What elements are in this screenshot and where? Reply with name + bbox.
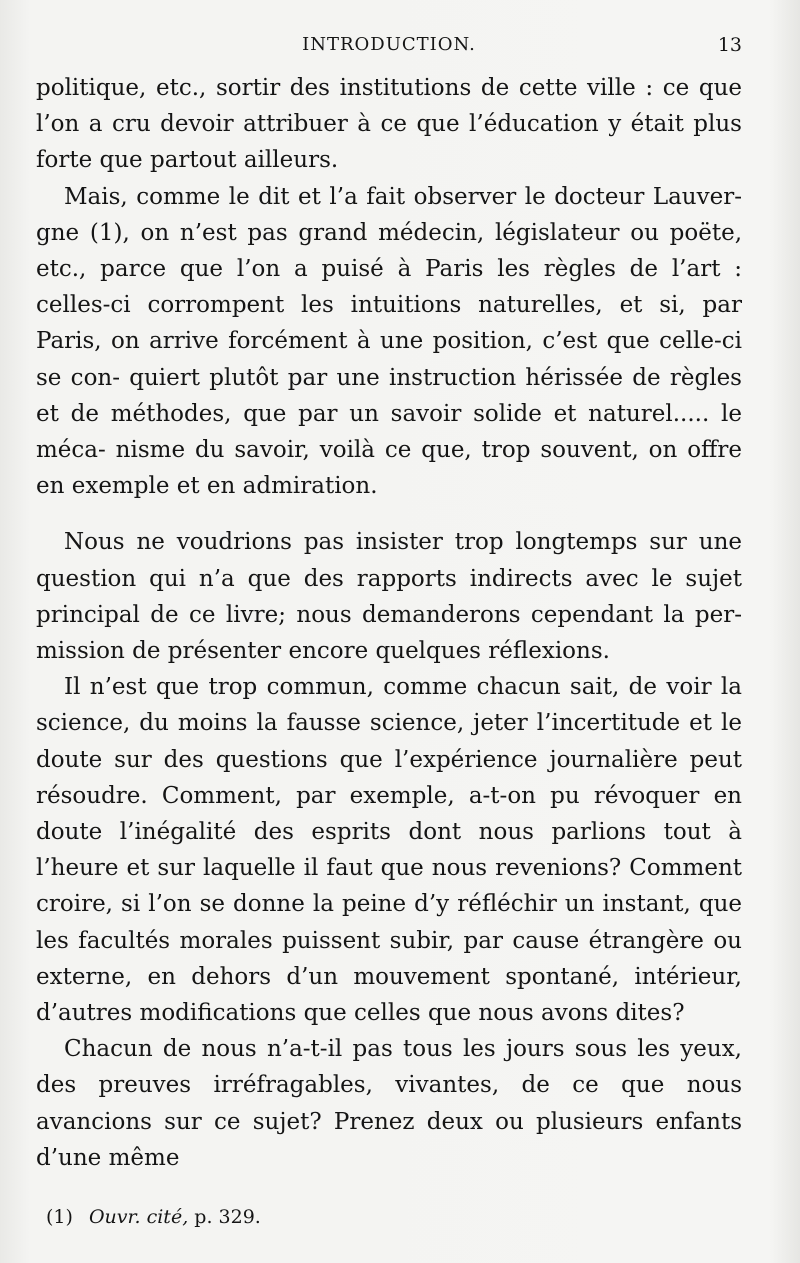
footnote-work: Ouvr. cité, — [88, 1206, 189, 1228]
footnote-page: p. 329. — [194, 1206, 261, 1228]
body-text — [36, 70, 742, 1176]
running-title: INTRODUCTION. — [302, 34, 476, 55]
paragraph-2: Mais, comme le dit et l’a fait observer le docteur Lauver- gne (1), on n’est pas grand médecin, législateur ou poëte, etc., parce que l’on a puisé à Paris les règles de l’art : celles-ci corrompent les intuitions naturelles, et si, par Paris, on arrive forcément à une position, c’est que celle-ci se con- quiert plutôt par une instruction hérissée de règles et de méthodes, que par un savoir solide et naturel..... le méca- nisme du savoir, voilà ce que, trop souvent, on offre en exemple et en admiration. — [36, 183, 742, 500]
footnote — [46, 1206, 261, 1228]
paragraph-5: Chacun de nous n’a-t-il pas tous les jours sous les yeux, des preuves irréfragables, vivantes, de ce que nous avancions sur ce sujet? Prenez deux ou plusieurs enfants d’une même — [36, 1036, 742, 1171]
running-head — [36, 30, 742, 60]
paragraph-3: Nous ne voudrions pas insister trop longtemps sur une question qui n’a que des rapports indirects avec le sujet principal de ce livre; nous demanderons cependant la per- mission de présenter encore quelques réflexions. — [36, 529, 742, 665]
paragraph-1: politique, etc., sortir des institutions de cette ville : ce que l’on a cru devoir attribuer à ce que l’éducation y était plus forte que partout ailleurs. — [36, 75, 742, 174]
footnote-number: (1) — [46, 1206, 73, 1228]
page-number: 13 — [717, 34, 742, 56]
paragraph-4: Il n’est que trop commun, comme chacun sait, de voir la science, du moins la fausse science, jeter l’incertitude et le doute sur des questions que l’expérience journalière peut résoudre. Comment, par exemple, a-t-on pu révoquer en doute l’inégalité des esprits dont nous parlions tout à l’heure et sur laquelle il faut que nous revenions? Comment croire, si l’on se donne la peine d’y réfléchir un instant, que les facultés morales puissent subir, par cause étrangère ou externe, en dehors d’un mouvement spontané, intérieur, d’autres modifications que celles que nous avons dites? — [36, 674, 742, 1027]
